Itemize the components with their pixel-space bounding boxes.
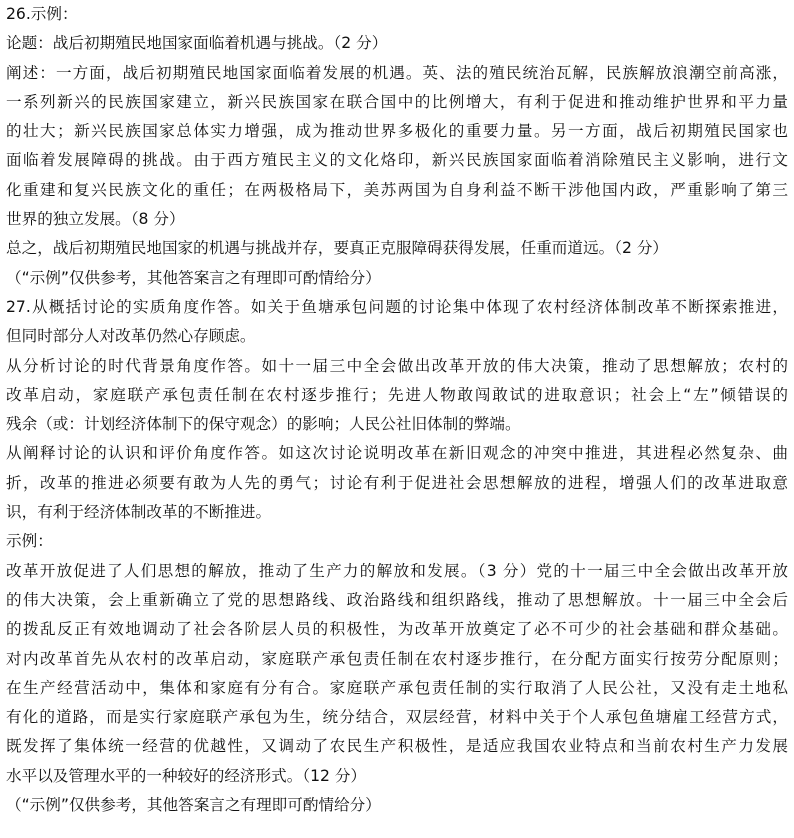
q27-example-line: 在生产经营活动中，集体和家庭有分有合。家庭联产承包责任制的实行取消了人民公社，又没有走土地私 xyxy=(6,678,788,697)
q27-angle-essence-line: 但同时部分人对改革仍然心存顾虑。 xyxy=(6,327,256,346)
q27-angle-background-line: 改革启动，家庭联产承包责任制在农村逐步推行；先进人物敢闯敢试的进取意识；社会上“左”倾错误的 xyxy=(6,385,788,404)
answer-document xyxy=(6,0,788,820)
q27-example-line: 有化的道路，而是实行家庭联产承包为生，统分结合，双层经营，材料中关于个人承包鱼塘雇工经营方式， xyxy=(6,708,788,727)
q27-example-line: 的伟大决策，会上重新确立了党的思想路线、政治路线和组织路线，推动了思想解放。十一届三中全会后 xyxy=(6,590,788,609)
q26-elaboration-line: 面临着发展障碍的挑战。由于西方殖民主义的文化烙印，新兴民族国家面临着消除殖民主义影响，进行文 xyxy=(6,151,788,170)
q27-angle-evaluation-line: 从阐释讨论的认识和评价角度作答。如这次讨论说明改革在新旧观念的冲突中推进，其进程必然复杂、曲 xyxy=(6,444,788,463)
q27-example-line: 水平以及管理水平的一种较好的经济形式。（12 分） xyxy=(6,766,367,785)
q26-elaboration-line: 化重建和复兴民族文化的重任；在两极格局下，美苏两国为自身利益不断干涉他国内政，严重影响了第三 xyxy=(6,180,788,199)
q26-heading: 26.示例： xyxy=(6,5,78,23)
q27-angle-evaluation-line: 折，改革的推进必须要有敢为人先的勇气；讨论有利于促进社会思想解放的进程，增强人们的改革进取意 xyxy=(6,473,788,492)
q27-angle-background-line: 残余（或：计划经济体制下的保守观念）的影响；人民公社旧体制的弊端。 xyxy=(6,415,521,434)
q27-example-line: 的拨乱反正有效地调动了社会各阶层人员的积极性，为改革开放奠定了必不可少的社会基础和群众基础。 xyxy=(6,620,788,639)
q26-elaboration-line: 的壮大；新兴民族国家总体实力增强，成为推动世界多极化的重要力量。另一方面，战后初期殖民国家也 xyxy=(6,122,788,141)
q26-elaboration-line: 世界的独立发展。（8 分） xyxy=(6,210,185,229)
q26-elaboration-line: 阐述：一方面，战后初期殖民地国家面临着发展的机遇。英、法的殖民统治瓦解，民族解放浪潮空前高涨， xyxy=(6,63,788,82)
q27-example-line: 对内改革首先从农村的改革启动，家庭联产承包责任制在农村逐步推行，在分配方面实行按劳分配原则； xyxy=(6,649,788,668)
q27-angle-essence-line: 27.从概括讨论的实质角度作答。如关于鱼塘承包问题的讨论集中体现了农村经济体制改革不断探索推进， xyxy=(6,297,788,316)
q27-angle-evaluation-line: 识，有利于经济体制改革的不断推进。 xyxy=(6,503,272,522)
q27-example-line: 既发挥了集体统一经营的优越性，又调动了农民生产积极性，是适应我国农业特点和当前农村生产力发展 xyxy=(6,737,788,756)
q26-elaboration-line: 一系列新兴的民族国家建立，新兴民族国家在联合国中的比例增大，有利于促进和推动维护世界和平力量 xyxy=(6,92,788,111)
q27-example-line: 改革开放促进了人们思想的解放，推动了生产力的解放和发展。（3 分）党的十一届三中全会做出改革开放 xyxy=(6,561,788,580)
q26-conclusion: 总之，战后初期殖民地国家的机遇与挑战并存，要真正克服障碍获得发展，任重而道远。（2 分） xyxy=(6,239,669,258)
q27-angle-background-line: 从分析讨论的时代背景角度作答。如十一届三中全会做出改革开放的伟大决策，推动了思想解放；农村的 xyxy=(6,356,788,375)
q27-example-heading: 示例： xyxy=(6,532,53,551)
q26-thesis: 论题：战后初期殖民地国家面临着机遇与挑战。（2 分） xyxy=(6,34,388,53)
q27-scoring-note: （“示例”仅供参考，其他答案言之有理即可酌情给分） xyxy=(6,796,381,815)
q26-scoring-note: （“示例”仅供参考，其他答案言之有理即可酌情给分） xyxy=(6,268,381,287)
